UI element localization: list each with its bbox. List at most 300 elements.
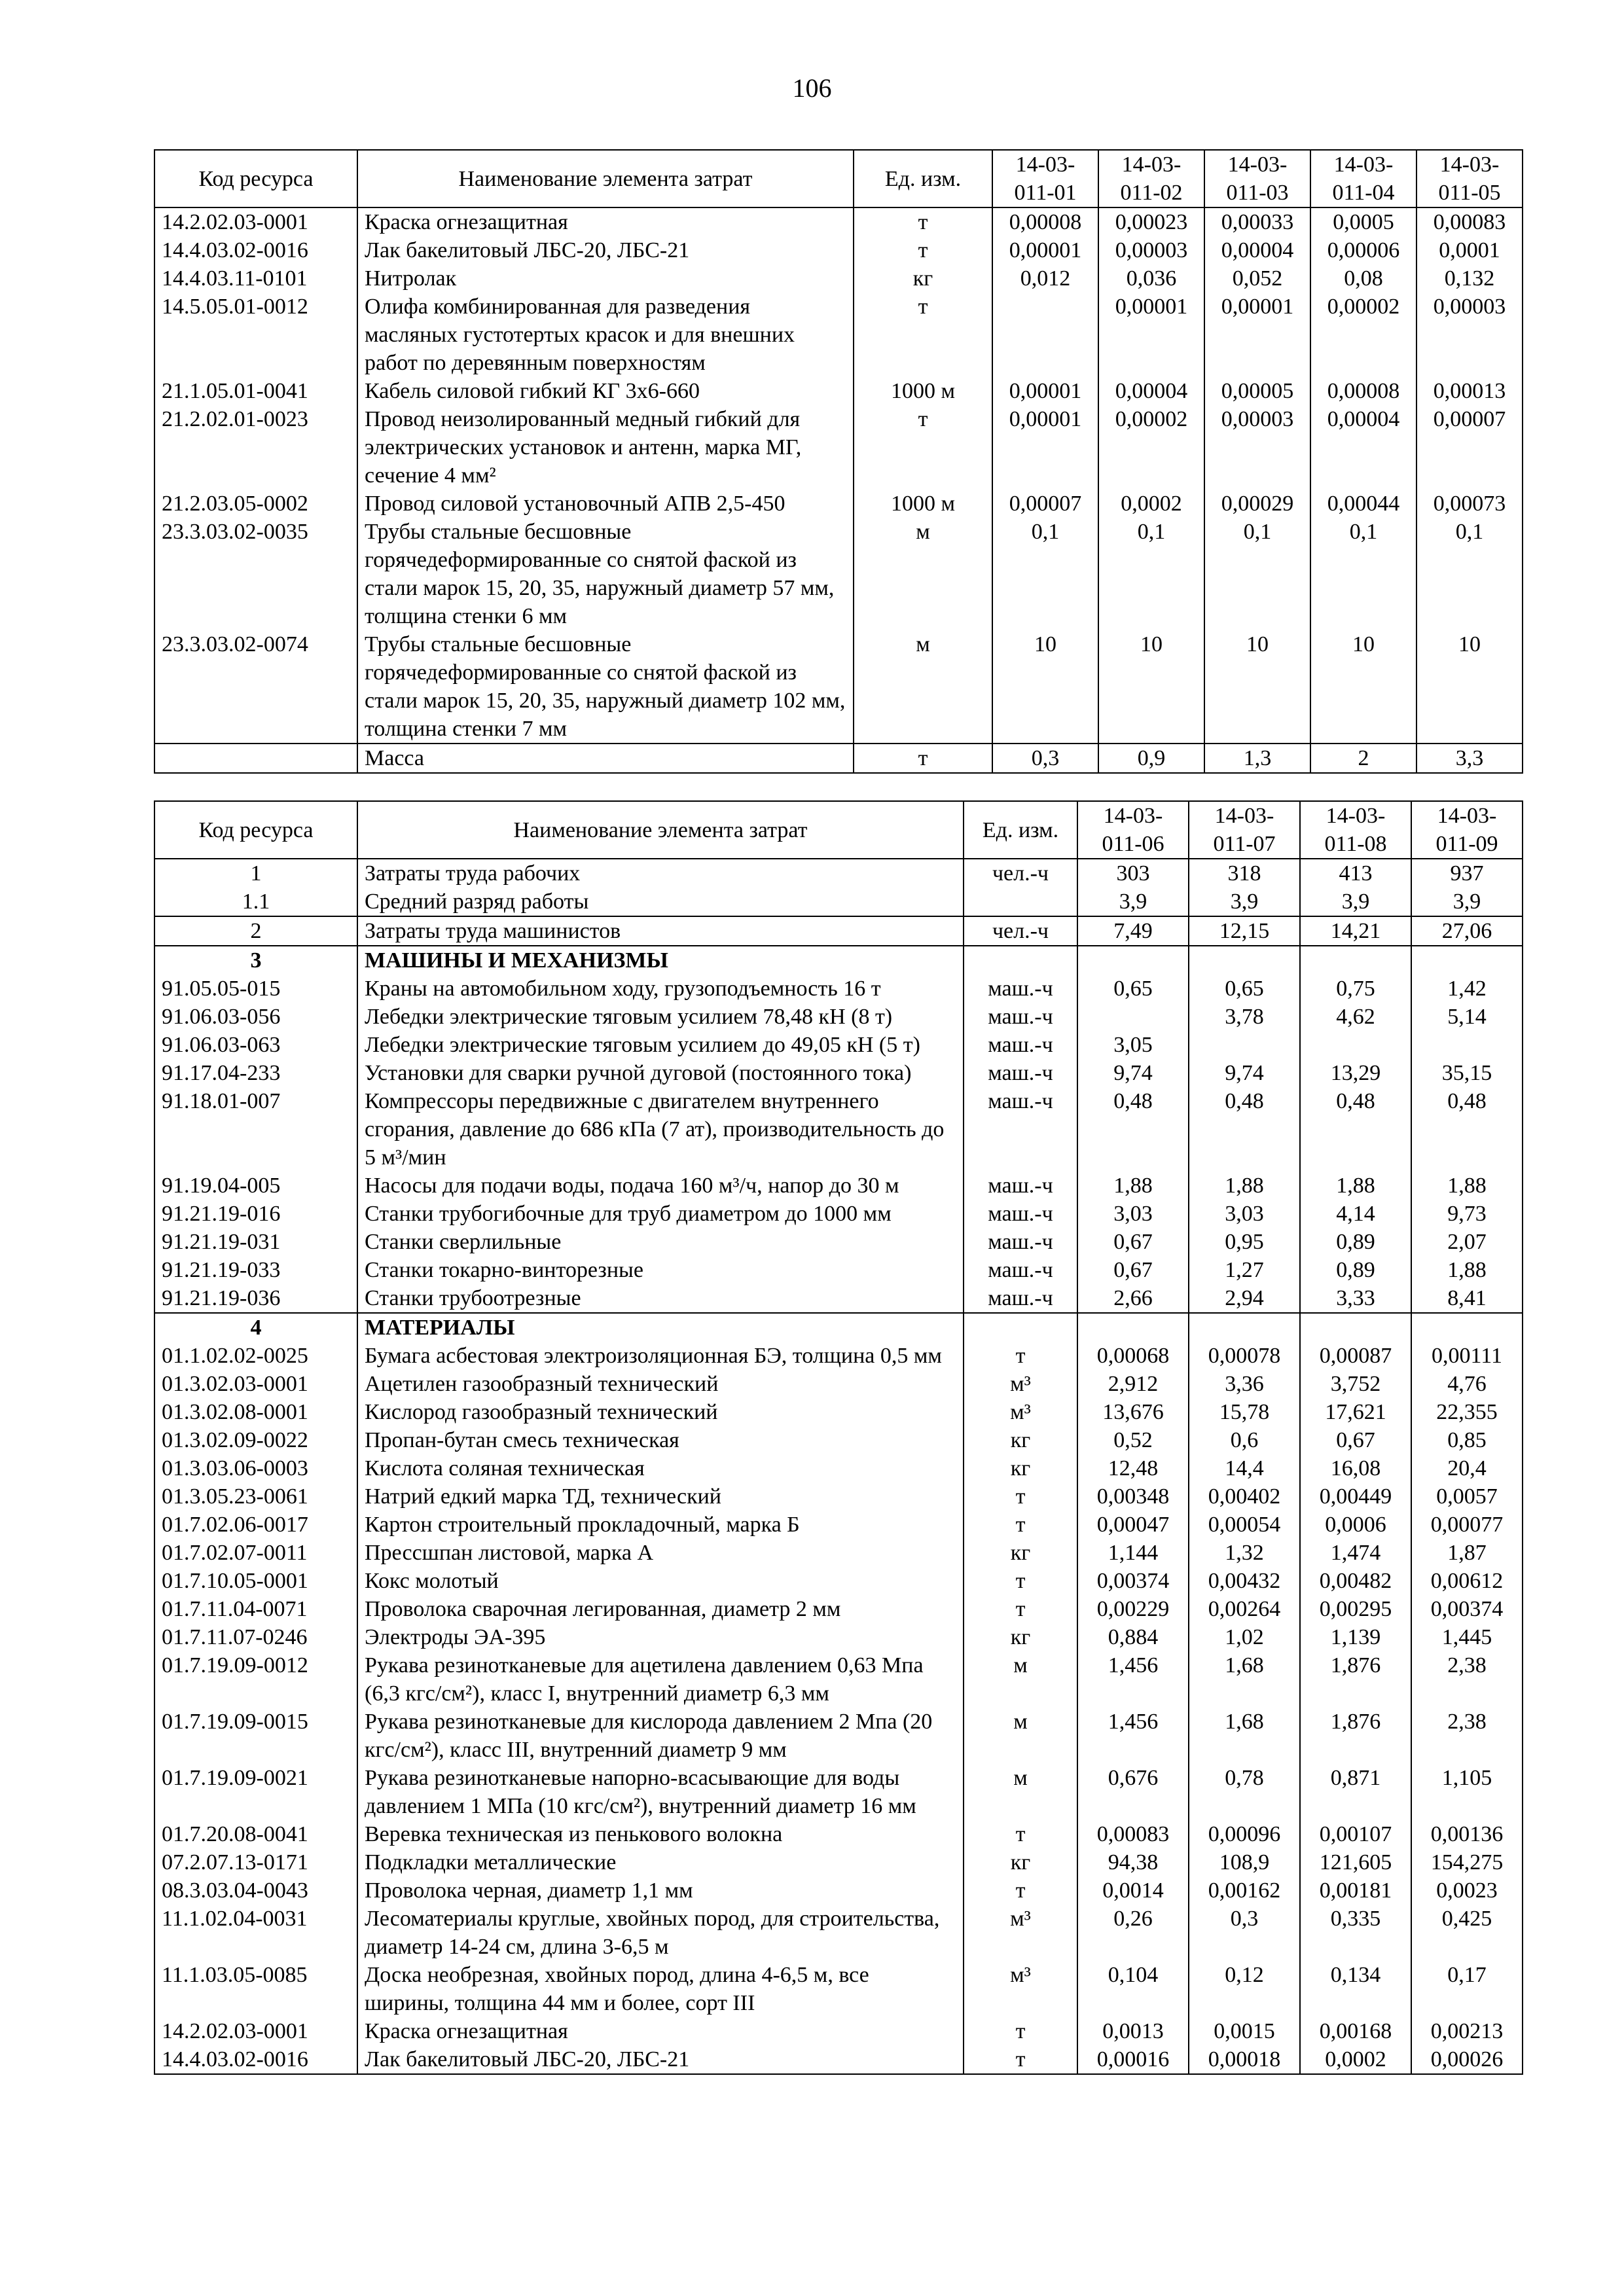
resource-name: Трубы стальные бесшовные горячедеформированные со снятой фаской из стали марок 15, 20, 35, наружный диаметр 102 мм, толщина стенки 7 мм — [357, 630, 854, 744]
value-cell: 13,29 — [1300, 1059, 1411, 1087]
value-cell: 0,00026 — [1411, 2045, 1523, 2074]
value-cell: 27,06 — [1411, 916, 1523, 946]
value-cell: 0,00348 — [1077, 1482, 1189, 1511]
table-row — [154, 1398, 1523, 1426]
unit-cell: маш.-ч — [964, 1228, 1077, 1256]
value-cell: 2,912 — [1077, 1370, 1189, 1398]
value-cell — [1189, 1031, 1300, 1059]
value-cell: 0,00374 — [1411, 1595, 1523, 1623]
resource-code: 14.5.05.01-0012 — [154, 293, 357, 377]
unit-cell: т — [964, 1820, 1077, 1848]
value-cell: 2 — [1310, 744, 1416, 773]
value-cell: 0,425 — [1411, 1905, 1523, 1961]
value-cell: 0,00001 — [1098, 293, 1204, 377]
resource-name: Кабель силовой гибкий КГ 3х6-660 — [357, 377, 854, 405]
value-cell: 1,445 — [1411, 1623, 1523, 1651]
value-cell: 4,62 — [1300, 1003, 1411, 1031]
value-cell: 0,00136 — [1411, 1820, 1523, 1848]
value-cell: 0,00003 — [1204, 405, 1310, 490]
table-row — [154, 1511, 1523, 1539]
value-cell: 0,75 — [1300, 975, 1411, 1003]
value-cell: 0,00077 — [1411, 1511, 1523, 1539]
unit-cell: кг — [964, 1539, 1077, 1567]
resource-code: 01.7.11.07-0246 — [154, 1623, 357, 1651]
table-body — [154, 207, 1523, 773]
value-cell: 94,38 — [1077, 1848, 1189, 1876]
resource-table-2 — [154, 800, 1523, 2075]
empty-cell — [1411, 1313, 1523, 1342]
table-row — [154, 1848, 1523, 1876]
resource-name: Проволока черная, диаметр 1,1 мм — [357, 1876, 964, 1905]
value-cell: 0,12 — [1189, 1961, 1300, 2017]
resource-code: 14.2.02.03-0001 — [154, 2017, 357, 2045]
unit-cell: кг — [964, 1426, 1077, 1454]
value-cell: 0,0002 — [1300, 2045, 1411, 2074]
resource-name: Рукава резинотканевые для ацетилена давлением 0,63 Мпа (6,3 кгс/см²), класс I, внутренний диаметр 6,3 мм — [357, 1651, 964, 1708]
table-row — [154, 1905, 1523, 1961]
value-cell: 3,03 — [1189, 1200, 1300, 1228]
empty-cell — [1077, 1313, 1189, 1342]
resource-name: Установки для сварки ручной дуговой (постоянного тока) — [357, 1059, 964, 1087]
resource-code: 01.7.10.05-0001 — [154, 1567, 357, 1595]
table-row — [154, 1651, 1523, 1708]
value-cell: 1,876 — [1300, 1651, 1411, 1708]
value-cell: 0,00078 — [1189, 1342, 1300, 1370]
resource-code: 14.4.03.02-0016 — [154, 236, 357, 264]
table-row — [154, 1087, 1523, 1172]
value-cell: 0,012 — [992, 264, 1098, 293]
resource-name: Затраты труда рабочих — [357, 859, 964, 888]
unit-cell: маш.-ч — [964, 1059, 1077, 1087]
value-cell: 20,4 — [1411, 1454, 1523, 1482]
resource-code: 01.7.02.07-0011 — [154, 1539, 357, 1567]
value-cell: 0,00001 — [1204, 293, 1310, 377]
table-header — [154, 801, 1523, 859]
value-cell: 0,00482 — [1300, 1567, 1411, 1595]
value-cell: 1,88 — [1411, 1172, 1523, 1200]
table-row — [154, 236, 1523, 264]
table-header — [154, 150, 1523, 207]
value-cell: 318 — [1189, 859, 1300, 888]
resource-name: Затраты труда машинистов — [357, 916, 964, 946]
value-cell: 0,884 — [1077, 1623, 1189, 1651]
table-row — [154, 1059, 1523, 1087]
table-row — [154, 1820, 1523, 1848]
value-cell: 3,752 — [1300, 1370, 1411, 1398]
resource-name: Провод силовой установочный АПВ 2,5-450 — [357, 490, 854, 518]
mass-row — [154, 744, 1523, 773]
resource-name: Средний разряд работы — [357, 888, 964, 916]
empty-cell — [1300, 946, 1411, 975]
resource-name: Лесоматериалы круглые, хвойных пород, для строительства, диаметр 14-24 см, длина 3-6,5 м — [357, 1905, 964, 1961]
value-cell: 12,48 — [1077, 1454, 1189, 1482]
resource-name: Кокс молотый — [357, 1567, 964, 1595]
unit-cell: т — [964, 2045, 1077, 2074]
unit-cell: т — [854, 207, 992, 236]
value-cell: 3,05 — [1077, 1031, 1189, 1059]
table-row — [154, 1623, 1523, 1651]
value-cell: 0,95 — [1189, 1228, 1300, 1256]
value-cell: 10 — [1204, 630, 1310, 744]
table-body — [154, 859, 1523, 2074]
resource-name: Насосы для подачи воды, подача 160 м³/ч, напор до 30 м — [357, 1172, 964, 1200]
resource-code: 14.4.03.02-0016 — [154, 2045, 357, 2074]
table-row — [154, 916, 1523, 946]
value-cell: 0,48 — [1189, 1087, 1300, 1172]
value-cell: 1,139 — [1300, 1623, 1411, 1651]
value-cell: 0,0015 — [1189, 2017, 1300, 2045]
unit-cell: 1000 м — [854, 490, 992, 518]
table-row — [154, 888, 1523, 916]
value-cell: 0,1 — [1416, 518, 1523, 630]
unit-cell: маш.-ч — [964, 1172, 1077, 1200]
table-row — [154, 1256, 1523, 1284]
value-cell: 0,00023 — [1098, 207, 1204, 236]
value-cell: 1,456 — [1077, 1708, 1189, 1764]
value-cell: 10 — [992, 630, 1098, 744]
table-row — [154, 1031, 1523, 1059]
table-row — [154, 2017, 1523, 2045]
table-row — [154, 1454, 1523, 1482]
value-cell: 1,474 — [1300, 1539, 1411, 1567]
header-col: 14-03-011-07 — [1189, 801, 1300, 859]
resource-name: Масса — [357, 744, 854, 773]
value-cell: 1,68 — [1189, 1708, 1300, 1764]
resource-name: МАТЕРИАЛЫ — [357, 1313, 964, 1342]
value-cell: 0,00264 — [1189, 1595, 1300, 1623]
value-cell: 0,78 — [1189, 1764, 1300, 1820]
resource-code: 11.1.02.04-0031 — [154, 1905, 357, 1961]
table-row — [154, 975, 1523, 1003]
value-cell: 1,88 — [1300, 1172, 1411, 1200]
value-cell: 0,00003 — [1416, 293, 1523, 377]
header-col: 14-03-011-06 — [1077, 801, 1189, 859]
unit-cell: маш.-ч — [964, 1200, 1077, 1228]
value-cell: 0,00033 — [1204, 207, 1310, 236]
value-cell: 12,15 — [1189, 916, 1300, 946]
value-cell: 0,00096 — [1189, 1820, 1300, 1848]
value-cell: 0,00003 — [1098, 236, 1204, 264]
value-cell: 14,21 — [1300, 916, 1411, 946]
value-cell: 15,78 — [1189, 1398, 1300, 1426]
header-col: 14-03-011-04 — [1310, 150, 1416, 207]
section-row — [154, 946, 1523, 975]
resource-code: 07.2.07.13-0171 — [154, 1848, 357, 1876]
value-cell: 0,00005 — [1204, 377, 1310, 405]
header-name: Наименование элемента затрат — [357, 150, 854, 207]
value-cell: 13,676 — [1077, 1398, 1189, 1426]
resource-name: Кислород газообразный технический — [357, 1398, 964, 1426]
header-unit: Ед. изм. — [854, 150, 992, 207]
header-col: 14-03-011-09 — [1411, 801, 1523, 859]
resource-code: 01.7.20.08-0041 — [154, 1820, 357, 1848]
unit-cell: м — [964, 1651, 1077, 1708]
table-row — [154, 1284, 1523, 1313]
empty-cell — [1411, 946, 1523, 975]
value-cell: 0,00054 — [1189, 1511, 1300, 1539]
value-cell: 10 — [1310, 630, 1416, 744]
value-cell — [1300, 1031, 1411, 1059]
value-cell: 413 — [1300, 859, 1411, 888]
table-row — [154, 518, 1523, 630]
value-cell: 0,00213 — [1411, 2017, 1523, 2045]
resource-name: Провод неизолированный медный гибкий для электрических установок и антенн, марка МГ, сечение 4 мм² — [357, 405, 854, 490]
value-cell: 0,6 — [1189, 1426, 1300, 1454]
value-cell: 0,85 — [1411, 1426, 1523, 1454]
table-row — [154, 1228, 1523, 1256]
unit-cell: м³ — [964, 1398, 1077, 1426]
value-cell: 0,00016 — [1077, 2045, 1189, 2074]
resource-code: 91.19.04-005 — [154, 1172, 357, 1200]
page-number: 106 — [792, 73, 832, 103]
resource-code: 01.7.02.06-0017 — [154, 1511, 357, 1539]
empty-cell — [964, 946, 1077, 975]
value-cell: 0,00004 — [1310, 405, 1416, 490]
unit-cell: кг — [854, 264, 992, 293]
value-cell: 3,03 — [1077, 1200, 1189, 1228]
value-cell: 0,00374 — [1077, 1567, 1189, 1595]
value-cell: 0,335 — [1300, 1905, 1411, 1961]
table-row — [154, 1426, 1523, 1454]
unit-cell: м³ — [964, 1905, 1077, 1961]
resource-code: 14.2.02.03-0001 — [154, 207, 357, 236]
value-cell: 0,00013 — [1416, 377, 1523, 405]
table-row — [154, 1003, 1523, 1031]
resource-code: 21.2.02.01-0023 — [154, 405, 357, 490]
empty-cell — [1300, 1313, 1411, 1342]
value-cell: 0,00229 — [1077, 1595, 1189, 1623]
resource-code: 91.21.19-036 — [154, 1284, 357, 1313]
resource-code: 1 — [154, 859, 357, 888]
value-cell — [1411, 1031, 1523, 1059]
value-cell: 0,00068 — [1077, 1342, 1189, 1370]
value-cell: 1,27 — [1189, 1256, 1300, 1284]
header-col: 14-03-011-08 — [1300, 801, 1411, 859]
table-row — [154, 1764, 1523, 1820]
unit-cell: м — [854, 630, 992, 744]
header-col: 14-03-011-05 — [1416, 150, 1523, 207]
value-cell: 1,3 — [1204, 744, 1310, 773]
value-cell: 0,00083 — [1077, 1820, 1189, 1848]
table-row — [154, 1876, 1523, 1905]
value-cell: 2,66 — [1077, 1284, 1189, 1313]
value-cell: 0,89 — [1300, 1228, 1411, 1256]
value-cell: 3,9 — [1300, 888, 1411, 916]
value-cell: 4,14 — [1300, 1200, 1411, 1228]
header-unit: Ед. изм. — [964, 801, 1077, 859]
value-cell: 0,65 — [1077, 975, 1189, 1003]
table-row — [154, 1342, 1523, 1370]
table-row — [154, 293, 1523, 377]
resource-name: Веревка техническая из пенькового волокна — [357, 1820, 964, 1848]
table-row — [154, 1539, 1523, 1567]
resource-name: Рукава резинотканевые для кислорода давлением 2 Мпа (20 кгс/см²), класс III, внутренний диаметр 9 мм — [357, 1708, 964, 1764]
value-cell: 0,00029 — [1204, 490, 1310, 518]
resource-name: Пропан-бутан смесь техническая — [357, 1426, 964, 1454]
resource-code: 91.21.19-033 — [154, 1256, 357, 1284]
value-cell: 0,65 — [1189, 975, 1300, 1003]
resource-name: Краны на автомобильном ходу, грузоподъемность 16 т — [357, 975, 964, 1003]
value-cell: 0,00162 — [1189, 1876, 1300, 1905]
value-cell: 0,0023 — [1411, 1876, 1523, 1905]
value-cell: 0,0057 — [1411, 1482, 1523, 1511]
resource-code: 23.3.03.02-0074 — [154, 630, 357, 744]
resource-name: Лак бакелитовый ЛБС-20, ЛБС-21 — [357, 236, 854, 264]
resource-name: Картон строительный прокладочный, марка Б — [357, 1511, 964, 1539]
section-row — [154, 1313, 1523, 1342]
table-row — [154, 207, 1523, 236]
table-row — [154, 1200, 1523, 1228]
value-cell: 0,1 — [1310, 518, 1416, 630]
resource-name: Краска огнезащитная — [357, 207, 854, 236]
value-cell: 0,48 — [1300, 1087, 1411, 1172]
unit-cell: т — [854, 405, 992, 490]
unit-cell: кг — [964, 1623, 1077, 1651]
value-cell: 0,00004 — [1098, 377, 1204, 405]
unit-cell: т — [854, 293, 992, 377]
table-row — [154, 264, 1523, 293]
value-cell: 937 — [1411, 859, 1523, 888]
value-cell: 108,9 — [1189, 1848, 1300, 1876]
value-cell: 0,052 — [1204, 264, 1310, 293]
value-cell: 0,0006 — [1300, 1511, 1411, 1539]
resource-name: Доска необрезная, хвойных пород, длина 4-6,5 м, все ширины, толщина 44 мм и более, сорт III — [357, 1961, 964, 2017]
resource-code — [154, 744, 357, 773]
resource-name: Кислота соляная техническая — [357, 1454, 964, 1482]
value-cell: 3,9 — [1411, 888, 1523, 916]
table-row — [154, 1961, 1523, 2017]
unit-cell: м — [964, 1764, 1077, 1820]
value-cell: 0,0002 — [1098, 490, 1204, 518]
resource-name: Лебедки электрические тяговым усилием 78,48 кН (8 т) — [357, 1003, 964, 1031]
value-cell: 4,76 — [1411, 1370, 1523, 1398]
unit-cell: маш.-ч — [964, 1284, 1077, 1313]
value-cell: 9,74 — [1077, 1059, 1189, 1087]
resource-name: Компрессоры передвижные с двигателем внутреннего сгорания, давление до 686 кПа (7 ат), производительность до 5 м³/мин — [357, 1087, 964, 1172]
resource-code: 3 — [154, 946, 357, 975]
value-cell: 0,00087 — [1300, 1342, 1411, 1370]
value-cell: 0,00004 — [1204, 236, 1310, 264]
value-cell: 1,42 — [1411, 975, 1523, 1003]
value-cell: 0,676 — [1077, 1764, 1189, 1820]
empty-cell — [964, 1313, 1077, 1342]
table-row — [154, 405, 1523, 490]
unit-cell: кг — [964, 1454, 1077, 1482]
resource-code: 1.1 — [154, 888, 357, 916]
value-cell: 0,00002 — [1310, 293, 1416, 377]
resource-code: 21.2.03.05-0002 — [154, 490, 357, 518]
unit-cell: т — [964, 1876, 1077, 1905]
resource-code: 2 — [154, 916, 357, 946]
header-code: Код ресурса — [154, 801, 357, 859]
value-cell: 0,00006 — [1310, 236, 1416, 264]
value-cell: 0,67 — [1300, 1426, 1411, 1454]
unit-cell: 1000 м — [854, 377, 992, 405]
unit-cell: маш.-ч — [964, 1256, 1077, 1284]
unit-cell: м³ — [964, 1370, 1077, 1398]
table-row — [154, 377, 1523, 405]
resource-name: МАШИНЫ И МЕХАНИЗМЫ — [357, 946, 964, 975]
value-cell: 0,89 — [1300, 1256, 1411, 1284]
resource-name: Нитролак — [357, 264, 854, 293]
unit-cell: м — [964, 1708, 1077, 1764]
resource-code: 01.3.05.23-0061 — [154, 1482, 357, 1511]
unit-cell: т — [964, 1511, 1077, 1539]
value-cell: 0,00018 — [1189, 2045, 1300, 2074]
resource-name: Лебедки электрические тяговым усилием до 49,05 кН (5 т) — [357, 1031, 964, 1059]
resource-code: 08.3.03.04-0043 — [154, 1876, 357, 1905]
value-cell: 8,41 — [1411, 1284, 1523, 1313]
resource-name: Станки сверлильные — [357, 1228, 964, 1256]
unit-cell: чел.-ч — [964, 916, 1077, 946]
value-cell: 121,605 — [1300, 1848, 1411, 1876]
resource-name: Ацетилен газообразный технический — [357, 1370, 964, 1398]
value-cell: 1,456 — [1077, 1651, 1189, 1708]
value-cell: 0,00047 — [1077, 1511, 1189, 1539]
value-cell: 1,02 — [1189, 1623, 1300, 1651]
table-row — [154, 859, 1523, 888]
value-cell: 14,4 — [1189, 1454, 1300, 1482]
value-cell: 1,876 — [1300, 1708, 1411, 1764]
value-cell: 0,036 — [1098, 264, 1204, 293]
table-row — [154, 1567, 1523, 1595]
resource-code: 91.06.03-063 — [154, 1031, 357, 1059]
value-cell: 0,08 — [1310, 264, 1416, 293]
resource-name: Проволока сварочная легированная, диаметр 2 мм — [357, 1595, 964, 1623]
value-cell: 0,00295 — [1300, 1595, 1411, 1623]
value-cell: 0,67 — [1077, 1256, 1189, 1284]
value-cell: 35,15 — [1411, 1059, 1523, 1087]
value-cell: 3,3 — [1416, 744, 1523, 773]
value-cell: 1,88 — [1189, 1172, 1300, 1200]
value-cell: 2,07 — [1411, 1228, 1523, 1256]
unit-cell: т — [964, 1567, 1077, 1595]
resource-code: 14.4.03.11-0101 — [154, 264, 357, 293]
resource-name: Электроды ЭА-395 — [357, 1623, 964, 1651]
resource-code: 21.1.05.01-0041 — [154, 377, 357, 405]
value-cell: 0,17 — [1411, 1961, 1523, 2017]
resource-name: Станки токарно-винторезные — [357, 1256, 964, 1284]
resource-code: 91.17.04-233 — [154, 1059, 357, 1087]
value-cell: 0,00007 — [992, 490, 1098, 518]
resource-name: Станки трубоотрезные — [357, 1284, 964, 1313]
value-cell: 0,1 — [1098, 518, 1204, 630]
resource-name: Рукава резинотканевые напорно-всасывающие для воды давлением 1 МПа (10 кгс/см²), внутренний диаметр 16 мм — [357, 1764, 964, 1820]
unit-cell: т — [964, 1342, 1077, 1370]
resource-name: Олифа комбинированная для разведения масляных густотертых красок и для внешних работ по деревянным поверхностям — [357, 293, 854, 377]
resource-code: 23.3.03.02-0035 — [154, 518, 357, 630]
resource-name: Лак бакелитовый ЛБС-20, ЛБС-21 — [357, 2045, 964, 2074]
resource-code: 01.3.02.09-0022 — [154, 1426, 357, 1454]
value-cell: 16,08 — [1300, 1454, 1411, 1482]
value-cell: 0,00073 — [1416, 490, 1523, 518]
value-cell: 3,9 — [1077, 888, 1189, 916]
value-cell: 0,48 — [1077, 1087, 1189, 1172]
empty-cell — [1189, 1313, 1300, 1342]
value-cell: 0,0013 — [1077, 2017, 1189, 2045]
resource-name: Подкладки металлические — [357, 1848, 964, 1876]
value-cell: 0,00107 — [1300, 1820, 1411, 1848]
value-cell: 0,00083 — [1416, 207, 1523, 236]
resource-code: 01.3.02.03-0001 — [154, 1370, 357, 1398]
value-cell: 3,36 — [1189, 1370, 1300, 1398]
value-cell: 22,355 — [1411, 1398, 1523, 1426]
header-col: 14-03-011-02 — [1098, 150, 1204, 207]
unit-cell: т — [964, 1595, 1077, 1623]
resource-code: 11.1.03.05-0085 — [154, 1961, 357, 2017]
table-row — [154, 1172, 1523, 1200]
unit-cell: маш.-ч — [964, 975, 1077, 1003]
